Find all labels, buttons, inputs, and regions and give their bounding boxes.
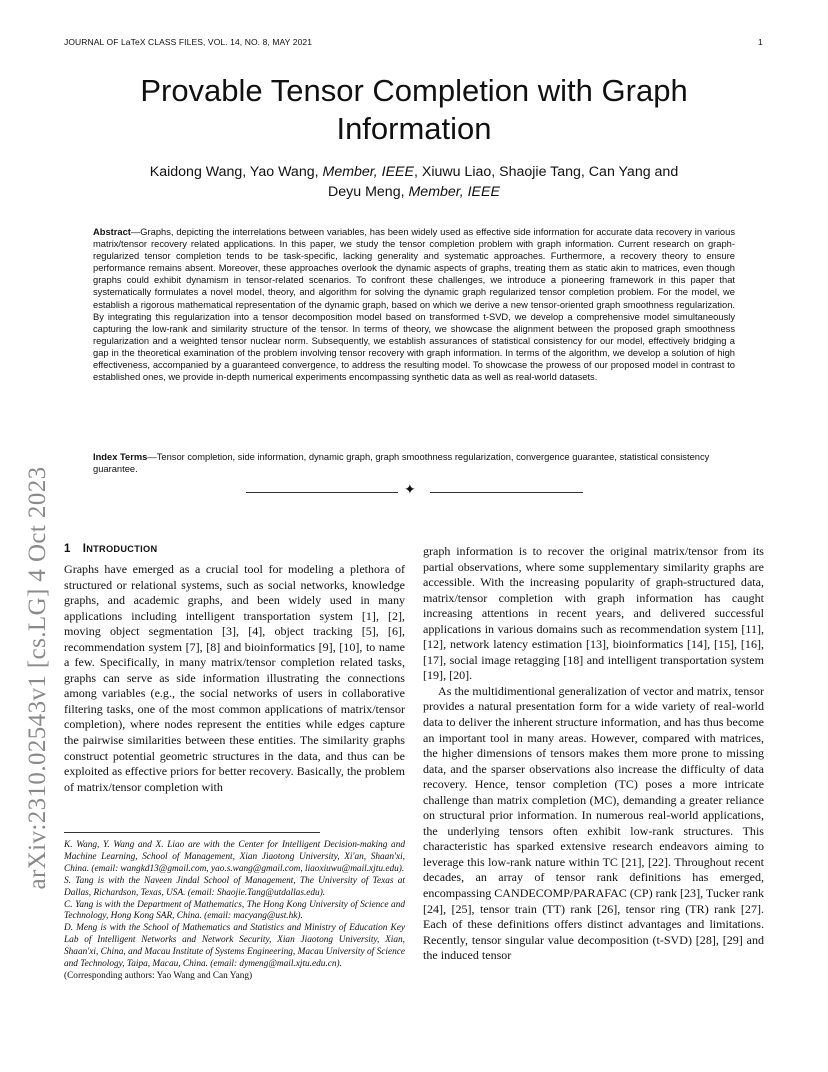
section-title-initial: I xyxy=(82,543,87,555)
author-list xyxy=(110,162,718,202)
separator-rule-right xyxy=(430,492,583,493)
right-column xyxy=(423,544,764,964)
footnote-affiliation-2: S. Tang is with the Naveen Jindal School of Management, The University of Texas at Dallas, Richardson, Texas, USA. (email: Shaojie.Tang@utdallas.edu). xyxy=(64,875,405,898)
left-paragraph-1: Graphs have emerged as a crucial tool for modeling a plethora of structured or relational systems, such as social networks, knowledge graphs, and academic graphs, and been widely used in many applications including intelligent transportation system [1], [2], moving object segmentation [3], [4], object tracking [5], [6], recommendation system [7], [8] and bioinformatics [9], [10], to name a few. Specifically, in many matrix/tensor completion related tasks, graphs can serve as side information illustrating the connections among variables (e.g., the social networks of users in collaborative filtering tasks, one of the most common applications of matrix/tensor completion), where nodes represent the entities while edges capture the pairwise similarities between these entities. The similarity graphs construct potential geometric structures in the data, and thus can be exploited as effective priors for better recovery. Basically, the problem of matrix/tensor completion with xyxy=(64,562,405,794)
section-title-rest: NTRODUCTION xyxy=(86,544,158,554)
abstract-label: Abstract xyxy=(93,227,131,237)
index-terms-text: —Tensor completion, side information, dynamic graph, graph smoothness regularization, convergence guarantee, statistical consistency guarantee. xyxy=(93,452,710,475)
footnote-affiliation-1: K. Wang, Y. Wang and X. Liao are with the Center for Intelligent Decision-making and Machine Learning, School of Management, Xian Jiaotong University, Xi'an, Shaan'xi, China. (email: wangkd13@gmail.com, yao.s.wang@gmail.com, liaoxiuwu@mail.xjtu.edu). xyxy=(64,840,405,874)
index-terms xyxy=(93,451,735,475)
page-number: 1 xyxy=(758,37,763,47)
footnote-affiliation-3: C. Yang is with the Department of Mathematics, The Hong Kong University of Science and Technology, Hong Kong SAR, China. (email: macyang@ust.hk). xyxy=(64,899,405,922)
right-paragraph-1: graph information is to recover the original matrix/tensor from its partial observations, where some supplementary similarity graphs are accessible. With the increasing popularity of graph-structured data, matrix/tensor completion with graph information has caught increasing attentions in recent years, and delivered successful applications in various domains such as recommendation system [11], [12], network latency estimation [13], bioinformatics [14], [15], [16], [17], social image retagging [18] and intelligent transportation system [19], [20]. xyxy=(423,544,764,683)
index-terms-label: Index Terms xyxy=(93,452,148,462)
abstract xyxy=(93,226,735,383)
arxiv-identifier-stamp: arXiv:2310.02543v1 [cs.LG] 4 Oct 2023 xyxy=(24,466,51,890)
section-heading-introduction xyxy=(64,543,157,555)
footnote-corresponding-authors: (Corresponding authors: Yao Wang and Can Yang) xyxy=(64,970,253,981)
footnote-affiliation-4: D. Meng is with the School of Mathematics and Statistics and Ministry of Education Key Lab of Intelligent Networks and Network Security, Xian Jiaotong University, Xian, Shaan'xi, China, and Macau Institute of Systems Engineering, Macau University of Science and Technology, Taipa, Macau, China. (email: dymeng@mail.xjtu.edu.cn). xyxy=(64,923,405,970)
paper-title: Provable Tensor Completion with Graph Information xyxy=(140,73,688,146)
left-column xyxy=(64,562,405,795)
section-number: 1 xyxy=(64,543,71,555)
author-membership-1: Member, IEEE xyxy=(322,164,414,180)
separator-star-icon: ✦ xyxy=(404,483,416,498)
right-paragraph-2: As the multidimentional generalization of vector and matrix, tensor provides a natural presentation form for a wide variety of real-world data to deliver the inherent structure information, and has thus become an important tool in many areas. However, compared with matrices, the higher dimensions of tensors makes them more prone to missing data, and the sparser observations also increase the difficulty of data recovery. Hence, tensor completion (TC) poses a more intricate challenge than matrix completion (MC), demanding a greater reliance on structural prior information. In numerous real-world applications, the underlying tensors often exhibit low-rank structures. This characteristic has sparked extensive research endeavors aiming to leverage this low-rank nature within TC [21], [22]. Throughout recent decades, an array of tensor rank definitions has emerged, encompassing CANDECOMP/PARAFAC (CP) rank [23], Tucker rank [24], [25], tensor train (TT) rank [26], tensor ring (TR) rank [27]. Each of these definitions offers distinct advantages and limitations. Recently, tensor singular value decomposition (t-SVD) [28], [29] and the induced tensor xyxy=(423,683,765,963)
authors-line1-a: Kaidong Wang, Yao Wang, xyxy=(149,164,319,180)
authors-line1-b: , Xiuwu Liao, Shaojie Tang, Can Yang and xyxy=(413,164,679,180)
authors-line2-a: Deyu Meng, xyxy=(328,184,405,200)
author-membership-2: Member, IEEE xyxy=(408,184,500,200)
running-head: JOURNAL OF LaTeX CLASS FILES, VOL. 14, NO. 8, MAY 2021 xyxy=(64,37,313,47)
abstract-text: —Graphs, depicting the interrelations between variables, has been widely used as effective side information for accurate data recovery in various matrix/tensor recovery related applications. In this paper, we study the tensor completion problem with graph information. Current research on graph-regularized tensor completion tends to be task-specific, lacking generality and systematic approaches. Furthermore, a recovery theory to ensure performance remains absent. Moreover, these approaches overlook the dynamic aspects of graphs, treating them as static akin to matrices, even though graphs could exhibit dynamism in tensor-related scenarios. To confront these challenges, we introduce a pioneering framework in this paper that systematically formulates a novel model, theory, and algorithm for solving the dynamic graph regularized tensor completion problem. For the model, we establish a rigorous mathematical representation of the dynamic graph, based on which we derive a new tensor-oriented graph smoothness regularization. By integrating this regularization into a tensor decomposition model based on transformed t-SVD, we develop a comprehensive model simultaneously capturing the low-rank and similarity structure of the tensor. In terms of theory, we showcase the alignment between the proposed graph smoothness regularization and a weighted tensor nuclear norm. Subsequently, we establish assurances of statistical consistency for our model, effectively bridging a gap in the theoretical examination of the problem involving tensor recovery with graph information. In terms of the algorithm, we develop a solution of high effectiveness, accompanied by a guaranteed convergence, to address the resulting model. To showcase the prowess of our proposed model in contrast to established ones, we provide in-depth numerical experiments encompassing synthetic data as well as real-world datasets. xyxy=(93,227,735,383)
separator-rule-left xyxy=(246,492,398,493)
footnotes xyxy=(64,840,405,983)
footnote-rule xyxy=(64,832,320,833)
